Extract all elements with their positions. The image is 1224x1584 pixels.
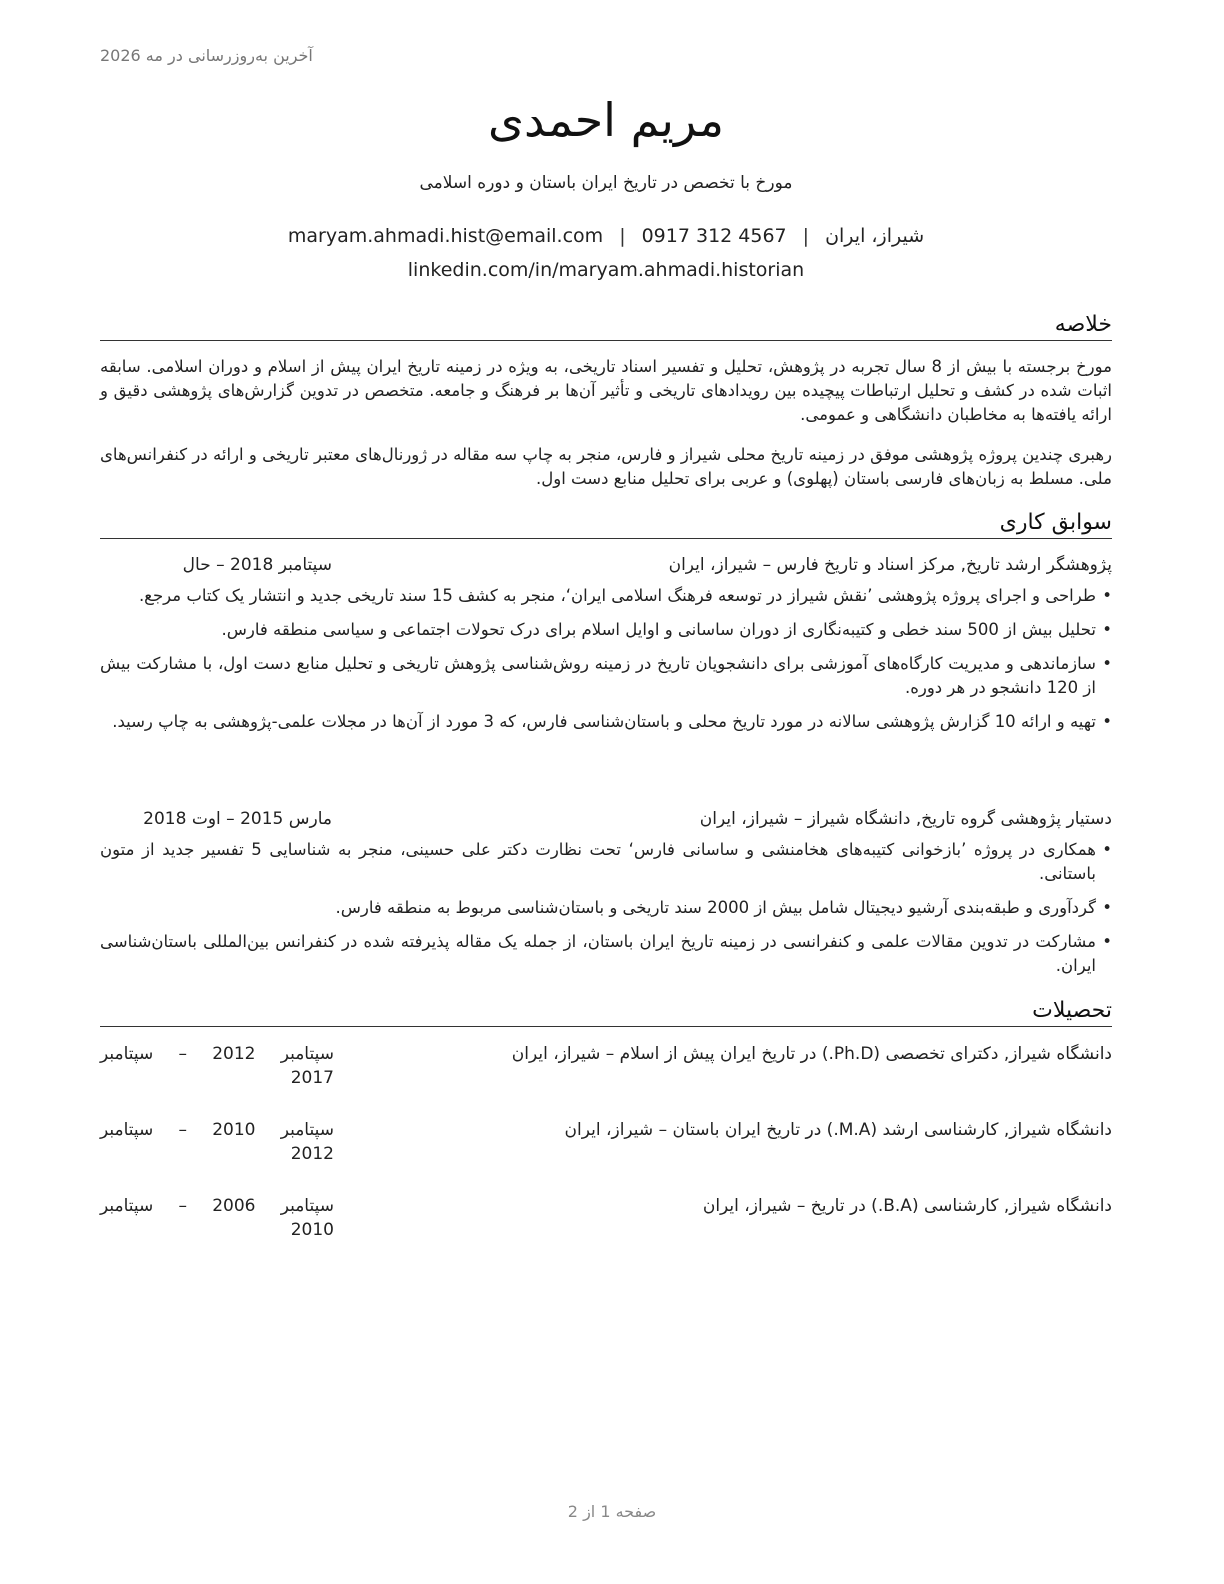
job-header — [100, 552, 1112, 578]
list-item: • تهیه و ارائه 10 گزارش پژوهشی سالانه در مورد تاریخ محلی و باستان‌شناسی فارس، که 3 مورد از آن‌ها در مجلات علمی-پژوهشی به چاپ رسید. — [112, 712, 1112, 731]
page-number: صفحه 1 از 2 — [567, 1502, 657, 1521]
education-dates: سپتامبر 2010 – سپتامبر 2012 — [100, 1120, 334, 1164]
education-item — [100, 1194, 1112, 1244]
job-role: پژوهشگر ارشد تاریخ, مرکز اسناد و تاریخ فارس – شیراز، ایران — [668, 555, 1112, 575]
person-name: مریم احمدی — [487, 93, 725, 147]
list-item: • تحلیل بیش از 500 سند خطی و کتیبه‌نگاری از دوران ساسانی و اوایل اسلام برای درک تحولات اجتماعی و سیاسی منطقه فارس. — [221, 620, 1112, 639]
degree: دانشگاه شیراز, کارشناسی ارشد (M.A.) در تاریخ ایران باستان – شیراز، ایران — [564, 1120, 1112, 1140]
phone-number: 0917 312 4567 — [641, 225, 787, 247]
job-bullets — [100, 838, 1112, 988]
degree: دانشگاه شیراز, دکترای تخصصی (Ph.D.) در تاریخ ایران پیش از اسلام – شیراز، ایران — [511, 1044, 1112, 1064]
list-item: • همکاری در پروژه ’بازخوانی کتیبه‌های هخامنشی و ساسانی فارس‘ تحت نظارت دکتر علی حسینی، منجر به شناسایی 5 تفسیر جدید از متون باستانی. — [100, 840, 1112, 883]
separator: | — [619, 225, 626, 247]
education-dates: سپتامبر 2012 – سپتامبر 2017 — [100, 1044, 334, 1088]
linkedin-link[interactable]: linkedin.com/in/maryam.ahmadi.historian — [407, 259, 805, 281]
job-header — [100, 806, 1112, 832]
location: شیراز، ایران — [825, 225, 925, 247]
last-updated: آخرین به‌روزرسانی در مه 2026 — [100, 46, 313, 65]
job-bullets — [100, 584, 1112, 744]
section-title-summary: خلاصه — [100, 310, 1112, 341]
list-item: • سازماندهی و مدیریت کارگاه‌های آموزشی برای دانشجویان تاریخ در زمینه روش‌شناسی پژوهش تاریخی و تحلیل منابع دست اول، با مشارکت بیش از 120 دانشجو در هر دوره. — [100, 654, 1112, 697]
job-dates: مارس 2015 – اوت 2018 — [143, 809, 332, 829]
list-item: • طراحی و اجرای پروژه پژوهشی ’نقش شیراز در توسعه فرهنگ اسلامی ایران‘، منجر به کشف 15 سند تاریخی جدید و انتشار یک کتاب مرجع. — [138, 586, 1112, 605]
professional-title: مورخ با تخصص در تاریخ ایران باستان و دوره اسلامی — [419, 173, 793, 193]
separator: | — [802, 225, 810, 247]
section-title-education: تحصیلات — [100, 996, 1112, 1027]
list-item: • گردآوری و طبقه‌بندی آرشیو دیجیتال شامل بیش از 2000 سند تاریخی و باستان‌شناسی مربوط به منطقه فارس. — [335, 898, 1112, 917]
education-dates: سپتامبر 2006 – سپتامبر 2010 — [100, 1196, 334, 1240]
summary-paragraph: رهبری چندین پروژه پژوهشی موفق در زمینه تاریخ محلی شیراز و فارس، منجر به چاپ سه مقاله در ژورنال‌های معتبر تاریخی و ارائه در کنفرانس‌های ملی. مسلط به زبان‌های فارسی باستان (پهلوی) و عربی برای تحلیل منابع دست اول. — [100, 445, 1112, 488]
contact-line — [100, 222, 1112, 250]
job-dates: سپتامبر 2018 – حال — [182, 555, 332, 575]
job-role: دستیار پژوهشی گروه تاریخ, دانشگاه شیراز – شیراز، ایران — [699, 809, 1112, 829]
education-item — [100, 1042, 1112, 1092]
education-item — [100, 1118, 1112, 1168]
section-title-experience: سوابق کاری — [100, 508, 1112, 539]
list-item: • مشارکت در تدوین مقالات علمی و کنفرانسی در زمینه تاریخ ایران باستان، از جمله یک مقاله پذیرفته شده در کنفرانس بین‌المللی باستان‌شناسی ایران. — [100, 932, 1112, 975]
summary-paragraph: مورخ برجسته با بیش از 8 سال تجربه در پژوهش، تحلیل و تفسیر اسناد تاریخی، به ویژه در زمینه تاریخ ایران پیش از اسلام و دوران اسلامی. سابقه اثبات شده در کشف و تحلیل ارتباطات پیچیده بین رویدادهای تاریخی و تأثیر آن‌ها بر فرهنگ و جامعه. متخصص در تدوین گزارش‌های پژوهشی دقیق و ارائه یافته‌ها به مخاطبان دانشگاهی و عمومی. — [100, 357, 1112, 424]
degree: دانشگاه شیراز, کارشناسی (B.A.) در تاریخ – شیراز، ایران — [702, 1196, 1112, 1216]
email-link[interactable]: maryam.ahmadi.hist@email.com — [287, 225, 604, 247]
